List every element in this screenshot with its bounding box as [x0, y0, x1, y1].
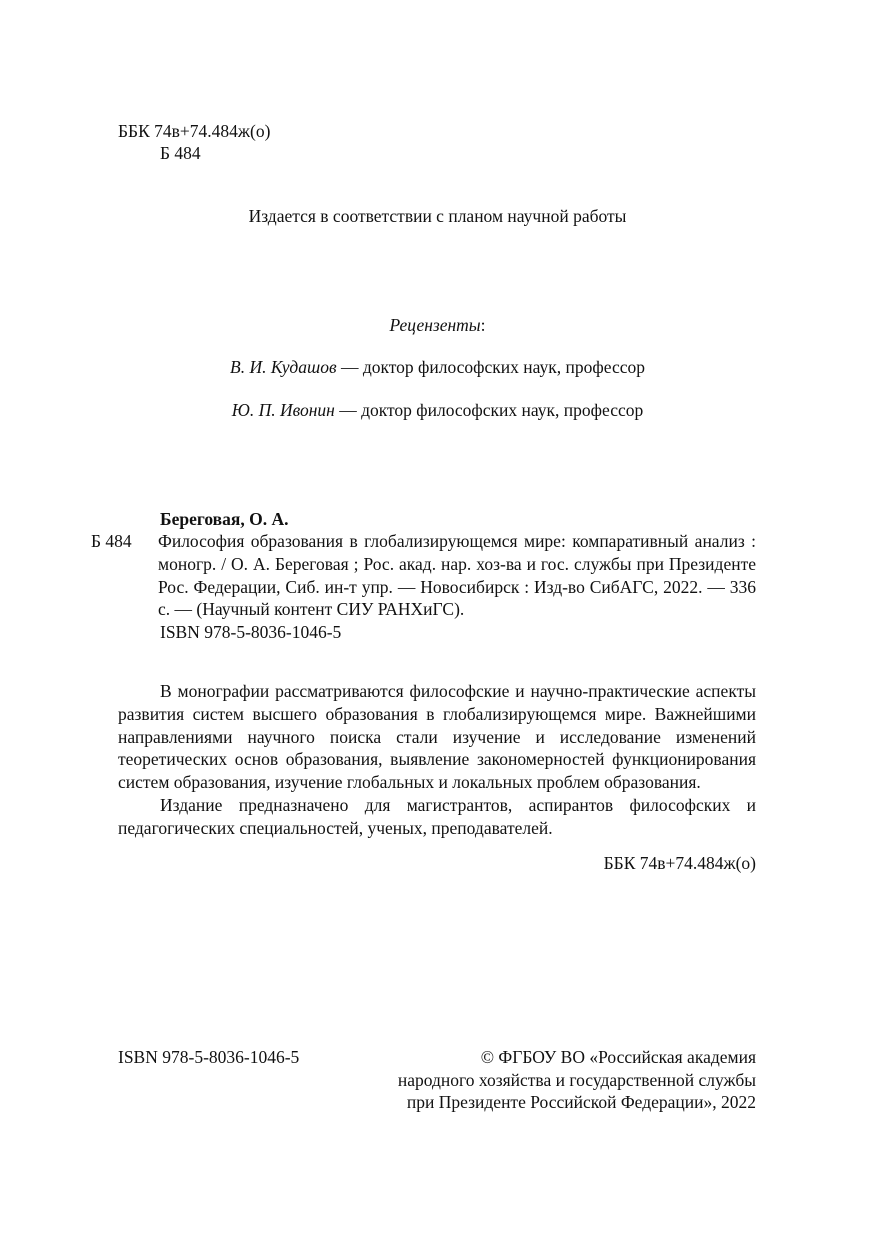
annotation — [118, 680, 756, 840]
copyright-line: © ФГБОУ ВО «Российская академия — [480, 1047, 756, 1067]
author-sign: Б 484 — [160, 143, 201, 163]
catalog-isbn: ISBN 978-5-8036-1046-5 — [160, 622, 342, 642]
reviewer-title: — доктор философских наук, профессор — [336, 357, 645, 377]
catalog-sign: Б 484 — [91, 531, 132, 551]
reviewer-line — [0, 356, 875, 378]
reviewer-name: Ю. П. Ивонин — [231, 400, 335, 420]
copyright-block — [398, 1046, 756, 1114]
bbk-index: ББК 74в+74.484ж(о) — [118, 121, 271, 141]
footer-isbn: ISBN 978-5-8036-1046-5 — [118, 1047, 300, 1067]
copyright-line: при Президенте Российской Федерации», 2022 — [406, 1092, 756, 1112]
reviewers-heading — [0, 314, 875, 336]
annotation-bbk: ББК 74в+74.484ж(о) — [603, 853, 756, 873]
catalog-author: Береговая, О. А. — [160, 509, 289, 529]
catalog-description: Философия образования в глобализирующемся мире: компаративный анализ : моногр. / О. А. Береговая ; Рос. акад. нар. хоз-ва и гос. службы при Президенте Рос. Федерации, Сиб. ин-т упр. — Новосибирск : Изд-во СибАГС, 2022. — 336 с. — (Научный контент СИУ РАНХиГС). — [158, 531, 756, 620]
annotation-paragraph: В монографии рассматриваются философские и научно-практические аспекты развития систем высшего образования в глобализирующемся мире. Важнейшими направлениями научного поиска стали изучение и исследование изменений теоретических основ образования, выявление закономерностей функционирования систем образования, изучение глобальных и локальных проблем образования. — [118, 681, 756, 793]
reviewer-title: — доктор философских наук, профессор — [334, 400, 644, 420]
reviewer-name: В. И. Кудашов — [230, 357, 337, 377]
reviewers-heading-text: Рецензенты — [389, 315, 481, 335]
reviewers-heading-colon: : — [480, 315, 486, 335]
copyright-line: народного хозяйства и государственной службы — [397, 1069, 756, 1090]
reviewer-line — [0, 399, 875, 421]
annotation-paragraph: Издание предназначено для магистрантов, аспирантов философских и педагогических специальностей, ученых, преподавателей. — [118, 794, 756, 838]
publication-note: Издается в соответствии с планом научной работы — [248, 206, 627, 226]
